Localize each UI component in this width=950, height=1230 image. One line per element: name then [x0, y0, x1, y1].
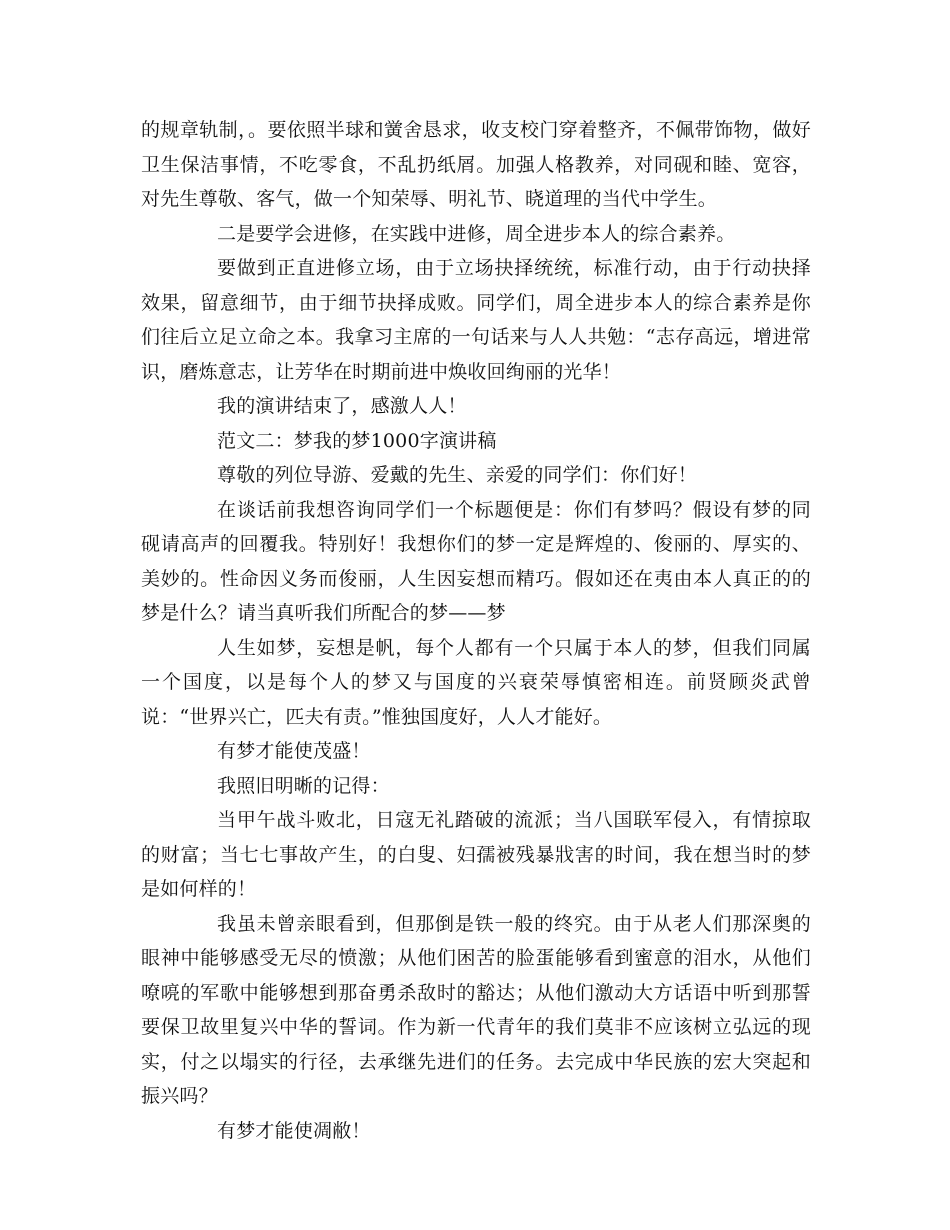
- paragraph-8: 人生如梦，妄想是帆，每个人都有一个只属于本人的梦，但我们同属一个国度，以是每个人的梦又与国度的兴衰荣辱慎密相连。前贤顾炎武曾说：“世界兴亡，匹夫有责。”惟独国度好，人人才能好。: [141, 636, 811, 728]
- paragraph-4: 我的演讲结束了，感激人人！: [217, 395, 467, 417]
- paragraph-1: 的规章轨制，。要依照半球和黉舍恳求，收支校门穿着整齐，不佩带饰物，做好卫生保洁事情，不吃零食，不乱扔纸屑。加强人格教养，对同砚和睦、宽容，对先生尊敬、客气，做一个知荣辱、明礼节、晓道理的当代中学生。: [141, 119, 811, 210]
- greeting-line: 尊敬的列位导游、爱戴的先生、亲爱的同学们：你们好！: [217, 464, 698, 486]
- paragraph-11: 当甲午战斗败北，日寇无礼踏破的流派；当八国联军侵入，有情掠取的财富；当七七事故产生，的白叟、妇孺被残暴戕害的时间，我在想当时的梦是如何样的！: [141, 809, 811, 900]
- paragraph-10: 我照旧明晰的记得：: [217, 774, 390, 797]
- paragraph-9: 有梦才能使茂盛！: [217, 740, 371, 762]
- paragraph-2: 二是要学会进修，在实践中进修，周全进步本人的综合素养。: [217, 222, 736, 245]
- paragraph-3: 要做到正直进修立场，由于立场抉择统统，标准行动，由于行动抉择效果，留意细节，由于细节抉择成败。同学们，周全进步本人的综合素养是你们往后立足立命之本。我拿习主席的一句话来与人人共勉：“志存高远，增进常识，磨炼意志，让芳华在时期前进中焕收回绚丽的光华！: [141, 257, 811, 383]
- paragraph-12: 我虽未曾亲眼看到，但那倒是铁一般的终究。由于从老人们那深奥的眼神中能够感受无尽的愤激；从他们困苦的脸蛋能够看到蜜意的泪水，从他们嘹喨的军歌中能够想到那奋勇杀敌时的豁达；从他们激动大方话语中听到那誓要保卫故里复兴中华的誓词。作为新一代青年的我们莫非不应该树立弘远的现实，付之以塌实的行径，去承继先进们的任务。去完成中华民族的宏大突起和振兴吗？: [141, 912, 811, 1107]
- section-heading-sample-two: 范文二：梦我的梦1000字演讲稿: [217, 429, 497, 452]
- paragraph-13: 有梦才能使凋敝！: [217, 1119, 371, 1142]
- document-body: [141, 113, 811, 1148]
- paragraph-7: 在谈话前我想咨询同学们一个标题便是：你们有梦吗？假设有梦的同砚请高声的回覆我。特别好！我想你们的梦一定是辉煌的、俊丽的、厚实的、美妙的。性命因义务而俊丽，人生因妄想而精巧。假如还在夷由本人真正的的梦是什么？请当真听我们所配合的梦——梦: [141, 498, 811, 624]
